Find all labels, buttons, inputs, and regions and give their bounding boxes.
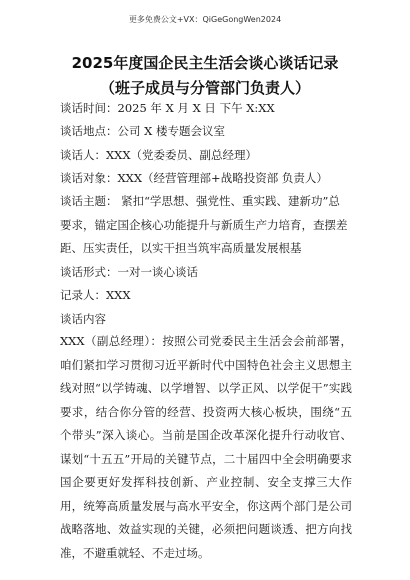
field-topic-line2: 要求，锚定国企核心功能提升与新质生产力培育，查摆差 [60, 218, 348, 232]
document-subtitle: （班子成员与分管部门负责人） [99, 79, 310, 97]
field-place: 谈话地点：公司 X 楼专题会议室 [60, 124, 225, 138]
field-form: 谈话形式：一对一谈心谈话 [60, 265, 198, 279]
field-topic-line3: 距、压实责任，以实干担当筑牢高质量发展根基 [60, 241, 302, 255]
field-recorder: 记录人：XXX [60, 288, 131, 302]
field-talker: 谈话人：XXX（党委委员、副总经理） [60, 148, 258, 162]
field-topic-line1: 谈话主题： 紧扣“学思想、强党性、重实践、建新功”总 [60, 194, 340, 208]
header-note: 更多免费公文+VX：QiGeGongWen2024 [128, 15, 282, 24]
document-title: 2025年度国企民主生活会谈心谈话记录 [71, 54, 339, 72]
field-target: 谈话对象：XXX（经营管理部+战略投资部 负责人） [60, 171, 328, 185]
content-paragraph: XXX（副总经理）：按照公司党委民主生活会会前部署，咱们紧扣学习贯彻习近平新时代中国特色社会主义思想主线对照“以学铸魂、以学增智、以学正风、以学促干”实践要求，结合你分管的经营、投资两大核心板块，围绕“五个带头”深入谈心。当前是国企改革深化提升行动收官、谋划“十五五”开局的关键节点，二十届四中全会明确要求国企要更好发挥科技创新、产业控制、安全支撑三大作用，统筹高质量发展与高水平安全，你这两个部门是公司战略落地、效益实现的关键，必须把问题谈透、把方向找准，不避重就轻、不走过场。 [60, 334, 352, 560]
content-label: 谈话内容 [60, 312, 106, 326]
field-time: 谈话时间：2025 年 X 月 X 日 下午 X:XX [60, 101, 275, 115]
